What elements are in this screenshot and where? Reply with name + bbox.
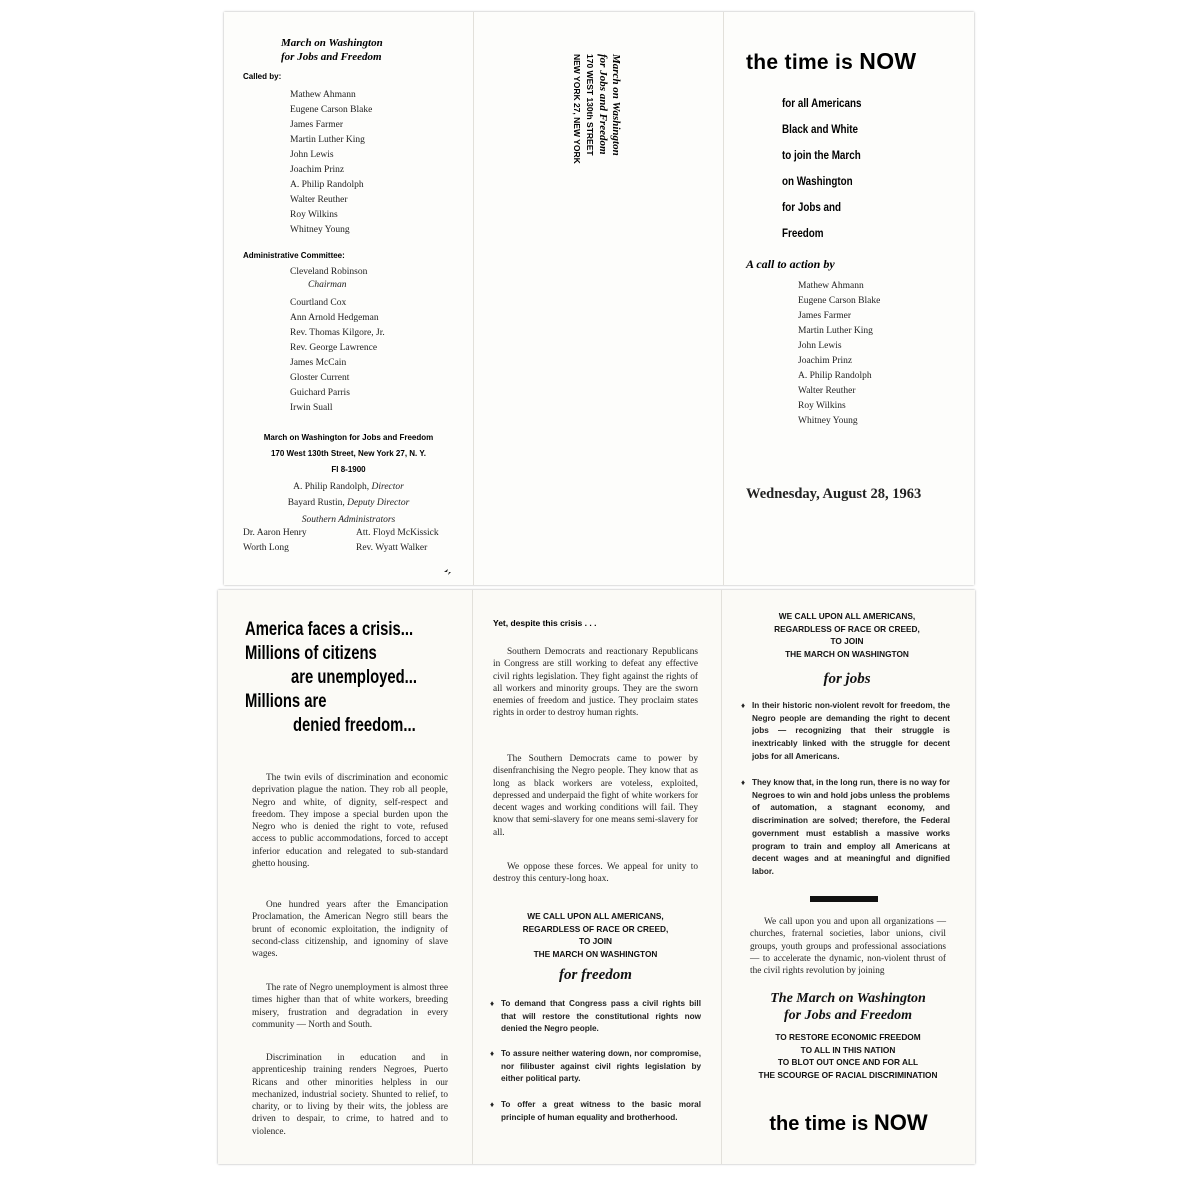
march-title-line: The March on Washington [770,991,926,1006]
list-item: Roy Wilkins [290,210,338,220]
march-title-line: for Jobs and Freedom [784,1008,912,1023]
list-item: A. Philip Randolph [290,180,364,190]
body-paragraph: The rate of Negro unemployment is almost three times higher than that of white workers, breeding misery, frustration and degradation in every community — North and South. [252,983,448,1030]
bottom-sheet [218,590,975,1164]
body-paragraph: The twin evils of discrimination and economic deprivation plague the nation. They rob all people, Negro and white, of dignity, self-respect and freedom. They impose a special burden upon the Negro who is denied the right to vote, refused access to public accommodations, forced to accept inferior education and relegated to sub-standard ghetto housing. [252,773,448,870]
goal-line: TO RESTORE ECONOMIC FREEDOM [775,1032,921,1042]
call-line: REGARDLESS OF RACE OR CREED, [522,923,669,934]
mailing-address-caps [570,54,596,174]
cover-subhead-line: for Jobs and [782,200,842,214]
list-item: Rev. Wyatt Walker [356,543,428,553]
freedom-demand-item [490,1099,701,1124]
top-middle-panel [474,12,723,585]
crisis-headline-line: denied freedom... [293,715,416,736]
list-item: Mathew Ahmann [798,281,864,291]
body-paragraph: One hundred years after the Emancipation Proclamation, the American Negro still bears the brunt of economic exploitation, the indignity of second-class citizenship, and ignominy of slave wages. [252,900,448,960]
jobs-demand-text: They know that, in the long run, there is no way for Negroes to win and hold jobs unless the problems of automation, a stagnant economy, and discrimination are solved; therefore, the Federal government must establish a massive works program to train and employ all Americans at decent wages and at meaningful and dignified labor. [752,778,950,876]
crisis-headline-line: Millions of citizens [245,643,377,664]
admin-chair-name: Cleveland Robinson [290,267,368,277]
mailing-address-line: 170 WEST 130th STREET [585,54,595,156]
deputy-director-title: Deputy Director [347,498,410,508]
office-address-line: March on Washington for Jobs and Freedom [263,433,434,442]
southern-administrators-right [356,526,439,556]
body-paragraph: We oppose these forces. We appeal for unity to destroy this century-long hoax. [493,862,698,885]
closing-headline [722,1110,975,1136]
jobs-demand-text: In their historic non-violent revolt for freedom, the Negro people are demanding the right to decent jobs — recognizing that their struggle is inextricably linked with the struggle for decent jobs for all Americans. [752,701,950,761]
list-item: James Farmer [290,120,344,130]
director-name: A. Philip Randolph, [293,482,370,492]
event-date: Wednesday, August 28, 1963 [746,486,922,502]
mailing-address [502,54,622,174]
southern-administrators-left [243,526,307,556]
letterhead-title [281,36,441,64]
body-paragraph: Discrimination in education and in apprenticeship training renders Negroes, Puerto Ricans and other minorities helpless in our mechanized, industrial society. Shunted to relief, to charity, or to living by their wits, the jobless are driven to despair, to crime, to hatred and to violence. [252,1053,448,1137]
jobs-demand-item [741,777,950,879]
list-item: Guichard Parris [290,388,350,398]
freedom-demand-item [490,998,701,1036]
list-item: Worth Long [243,543,289,553]
cover-subhead-line: on Washington [782,174,853,188]
admin-committee-label: Administrative Committee: [243,251,345,260]
list-item: Walter Reuther [798,386,856,396]
goal-line: TO BLOT OUT ONCE AND FOR ALL [777,1057,919,1067]
call-jobs-block [742,610,952,660]
call-line: THE MARCH ON WASHINGTON [785,648,909,659]
list-item: Rev. George Lawrence [290,343,378,353]
list-item: Ann Arnold Hedgeman [290,313,379,323]
body-paragraph: Southern Democrats and reactionary Republicans in Congress are still working to defeat any effective civil rights legislation. They fight against the rights of all workers and minority groups. They are the sworn enemies of freedom and justice. They proclaim states rights in order to destroy human rights. [493,647,698,719]
list-item: Irwin Suall [290,403,333,413]
appeal-paragraph: We call upon you and upon all organizations — churches, fraternal societies, labor unions, civil groups, youth groups and professional associations — to accelerate the dynamic, non-violent thrust of the civil rights revolution by joining [750,917,946,977]
list-item: Eugene Carson Blake [290,105,373,115]
cover-headline-emphasis: NOW [859,48,917,74]
march-title [736,990,960,1024]
letterhead-title-line: March on Washington [281,37,383,49]
list-item: A. Philip Randolph [798,371,872,381]
diamond-bullet-icon: ♦ [490,999,495,1008]
bottom-left-panel [218,590,472,1164]
call-line: WE CALL UPON ALL AMERICANS, [527,911,664,921]
freedom-demand-text: To assure neither watering down, nor compromise, nor filibuster against civil rights legislation by either political party. [501,1049,701,1084]
list-item: Courtland Cox [290,298,347,308]
office-address-block [224,430,473,478]
crisis-headline [245,618,460,738]
list-item: Gloster Current [290,373,350,383]
admin-chair-title: Chairman [308,280,347,290]
call-line: REGARDLESS OF RACE OR CREED, [774,623,920,634]
section-divider-bar [810,896,878,902]
call-to-action-label: A call to action by [746,257,835,271]
crisis-headline-line: America faces a crisis... [245,619,414,640]
list-item: John Lewis [290,150,334,160]
list-item: Walter Reuther [290,195,348,205]
called-by-list [290,88,372,238]
office-address-line: 170 West 130th Street, New York 27, N. Y. [270,449,427,458]
jobs-demand-item [741,700,950,764]
cover-headline-text: the time is [746,51,860,74]
closing-headline-emphasis: NOW [873,1110,928,1135]
list-item: James Farmer [798,311,852,321]
mailing-address-italic [596,54,622,174]
director-line [224,482,473,492]
goal-line: TO ALL IN THIS NATION [800,1044,896,1055]
march-goals [736,1031,960,1081]
mailing-address-line: March on Washington [610,54,622,156]
cover-subhead-line: to join the March [782,148,861,162]
despite-crisis-intro: Yet, despite this crisis . . . [493,618,597,628]
bottom-middle-panel [473,590,721,1164]
for-jobs-heading: for jobs [823,671,871,687]
list-item: Martin Luther King [798,326,873,336]
top-sheet [224,12,974,585]
list-item: Whitney Young [290,225,350,235]
top-right-panel [724,12,974,585]
mailing-address-line: for Jobs and Freedom [597,54,609,155]
union-bug-icon [443,563,453,571]
freedom-demand-item [490,1048,701,1086]
cover-subhead-line: Black and White [782,122,859,136]
list-item: Joachim Prinz [290,165,345,175]
freedom-demand-text: To demand that Congress pass a civil rights bill that will restore the constitutional rights now denied the Negro people. [501,999,701,1034]
southern-administrators-label: Southern Administrators [301,515,396,525]
call-line: TO JOIN [578,936,613,946]
crisis-headline-line: are unemployed... [291,667,418,688]
mailing-address-line: NEW YORK 27, NEW YORK [572,54,582,164]
goal-line: THE SCOURGE OF RACIAL DISCRIMINATION [758,1069,938,1080]
list-item: Mathew Ahmann [290,90,356,100]
bottom-right-panel [722,590,975,1164]
call-line: THE MARCH ON WASHINGTON [533,948,658,959]
list-item: John Lewis [798,341,842,351]
call-to-action-names [798,279,880,429]
for-freedom-heading: for freedom [559,967,632,983]
deputy-director-line [224,498,473,508]
list-item: Dr. Aaron Henry [243,528,307,538]
letterhead-title-line: for Jobs and Freedom [281,51,382,63]
list-item: Roy Wilkins [798,401,846,411]
list-item: Att. Floyd McKissick [356,528,439,538]
diamond-bullet-icon: ♦ [741,778,746,787]
diamond-bullet-icon: ♦ [490,1100,495,1109]
director-title: Director [371,482,404,492]
diamond-bullet-icon: ♦ [741,701,746,710]
list-item: Whitney Young [798,416,858,426]
top-left-panel [224,12,473,585]
cover-subhead-line: for all Americans [782,96,862,110]
admin-committee-list [290,296,385,416]
closing-headline-text: the time is [769,1113,874,1135]
office-phone: FI 8-1900 [331,465,366,474]
list-item: Joachim Prinz [798,356,853,366]
call-line: WE CALL UPON ALL AMERICANS, [778,611,916,621]
call-line: TO JOIN [830,636,864,646]
body-paragraph: The Southern Democrats came to power by disenfranchising the Negro people. They know that as long as black workers are voteless, exploited, depressed and underpaid the fight of white workers for decent wages and working conditions will fail. They know that semi-slavery for one means semi-slavery for all. [493,754,698,838]
cover-subhead [782,90,879,246]
deputy-director-name: Bayard Rustin, [287,498,345,508]
call-freedom-block [493,910,698,960]
called-by-label: Called by: [243,72,282,81]
list-item: Martin Luther King [290,135,365,145]
freedom-demand-text: To offer a great witness to the basic moral principle of human equality and brotherhood. [501,1100,701,1122]
crisis-headline-line: Millions are [245,691,327,712]
cover-subhead-line: Freedom [782,226,824,240]
diamond-bullet-icon: ♦ [490,1049,495,1058]
list-item: James McCain [290,358,347,368]
cover-headline [746,48,916,75]
list-item: Rev. Thomas Kilgore, Jr. [290,328,385,338]
list-item: Eugene Carson Blake [798,296,881,306]
